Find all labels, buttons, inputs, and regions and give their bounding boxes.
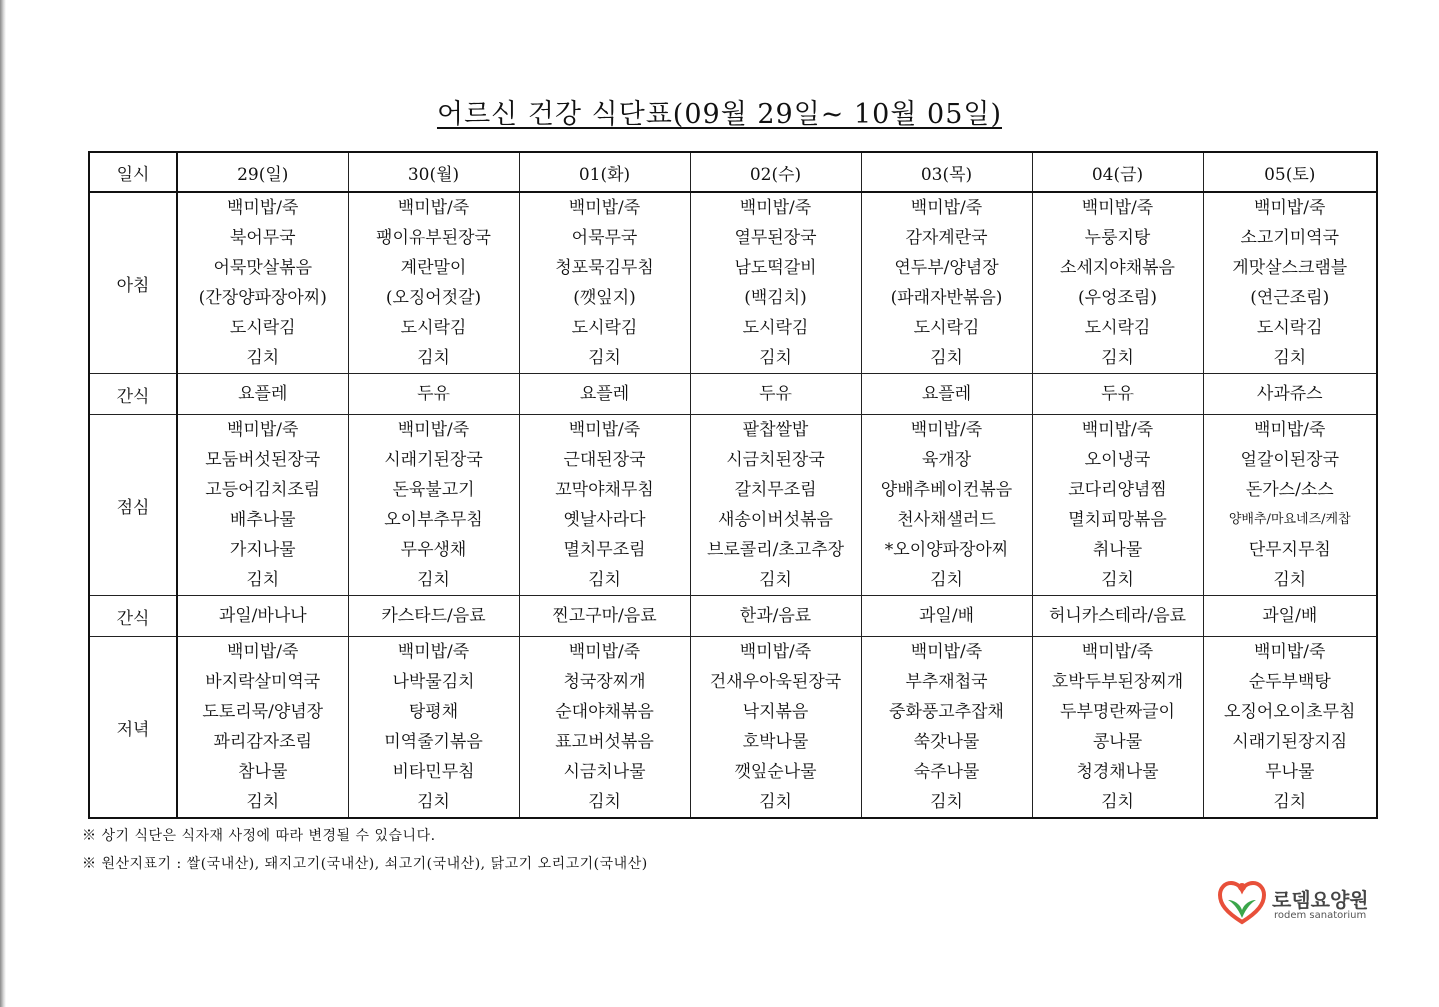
menu-cell [348,374,519,415]
dish-item: 남도떡갈비 [734,258,817,278]
dish-item: 누룽지탕 [1084,228,1151,248]
meal-slot-label: 저녁 [89,637,177,819]
dish-item: 브로콜리/초고추장 [706,540,845,560]
dish-item: 배추나물 [229,510,296,530]
dish-item: 백미밥/죽 [1081,198,1154,218]
dish-item: 백미밥/죽 [227,420,299,440]
menu-cell [177,415,348,596]
dish-item: 김치 [588,348,621,368]
dish-item: 카스타드/음료 [381,606,486,626]
meal-slot-label: 간식 [89,374,177,415]
dish-item: 도시락김 [229,318,296,338]
dish-item: 건새우아욱된장국 [709,672,842,692]
header-day-cell: 01(화) [519,152,690,192]
menu-cell [1203,192,1377,374]
dish-item: 콩나물 [1092,732,1143,752]
dish-item: 갈치무조림 [734,480,817,500]
dish-item: 양배추베이컨볶음 [880,480,1013,500]
dish-item: 오이부추무침 [384,510,483,530]
dish-item: 백미밥/죽 [568,642,641,662]
dish-item: 과일/배 [919,606,974,626]
note-change: ※ 상기 식단은 식자재 사정에 따라 변경될 수 있습니다. [82,828,436,844]
header-day-cell: 02(수) [690,152,861,192]
menu-cell [1032,374,1203,415]
dish-item: 김치 [417,570,450,590]
dish-item: 양배추/마요네즈/케찹 [1228,512,1351,527]
dish-item: 사과쥬스 [1256,384,1323,404]
dish-item: 참나물 [238,762,288,782]
header-day-cell: 05(토) [1203,152,1377,192]
dish-item: 두유 [417,384,450,404]
header-day-cell: 04(금) [1032,152,1203,192]
menu-cell [1032,637,1203,819]
dish-item: 시래기된장국 [384,450,483,470]
dish-item: 소세지야채볶음 [1060,258,1175,278]
page-title [0,92,1439,131]
menu-cell [1203,374,1377,415]
dish-item: (우엉조림) [1078,288,1157,308]
dish-item: 김치 [417,792,450,812]
dish-item: 청경채나물 [1076,762,1159,782]
dish-item: 깻잎순나물 [734,762,817,782]
dish-item: (깻잎지) [573,288,636,308]
dish-item: *오이양파장아찌 [884,540,1009,560]
dish-item: 도시락김 [742,318,809,338]
dish-item: 호박나물 [742,732,809,752]
dish-item: 김치 [930,348,963,368]
dish-item: 탕평채 [408,702,459,722]
dish-item: 요플레 [579,384,630,404]
dish-item: 어묵맛살볶음 [213,258,313,278]
dish-item: 근대된장국 [563,450,646,470]
meal-slot-label: 간식 [89,596,177,637]
dish-item: 청국장찌개 [563,672,646,692]
meal-slot-label: 점심 [89,415,177,596]
heart-logo-icon [1216,878,1268,928]
dish-item: 연두부/양념장 [894,258,999,278]
dish-item: (오징어젓갈) [385,288,482,308]
dish-item: (연근조림) [1250,288,1330,308]
menu-cell [519,415,690,596]
dish-item: 백미밥/죽 [910,420,983,440]
dish-item: 무나물 [1265,762,1315,782]
dish-item: 고등어김치조림 [205,480,321,500]
dish-item: 김치 [417,348,450,368]
snack-row [89,596,1377,637]
menu-cell [690,374,861,415]
menu-cell [1032,596,1203,637]
dish-item: 김치 [759,348,792,368]
dish-item: 김치 [759,570,792,590]
dish-item: 김치 [1101,570,1134,590]
dish-item: 팥찹쌀밥 [742,420,809,440]
dish-item: 김치 [1101,348,1134,368]
menu-cell [861,596,1032,637]
dish-item: 순두부백탕 [1248,672,1331,692]
dish-item: (파래자반볶음) [890,288,1003,308]
meal-plan-table [88,151,1378,819]
dish-item: 허니카스테라/음료 [1048,606,1187,626]
dish-item: 멸치피망볶음 [1068,510,1167,530]
dish-item: 김치 [588,570,621,590]
dish-item: 계란말이 [400,258,467,278]
meal-slot-label: 아침 [89,192,177,374]
dish-item: 백미밥/죽 [568,198,641,218]
dish-item: 과일/바나나 [218,606,307,626]
menu-cell [861,374,1032,415]
header-day-cell: 30(월) [348,152,519,192]
dish-item: 얼갈이된장국 [1240,450,1340,470]
header-row [89,152,1377,192]
dish-item: 꼬막야채무침 [555,480,654,500]
dish-item: 백미밥/죽 [1254,198,1326,218]
dish-item: 김치 [246,570,280,590]
menu-cell [519,596,690,637]
dish-item: 게맛살스크램블 [1232,258,1348,278]
menu-cell [177,192,348,374]
dish-item: 돈육불고기 [392,480,475,500]
dish-item: 천사채샐러드 [897,510,996,530]
dish-item: 순대야채볶음 [555,702,654,722]
dish-item: 도시락김 [1256,318,1323,338]
dish-item: 백미밥/죽 [1081,642,1154,662]
dish-item: 도시락김 [571,318,638,338]
dish-item: 김치 [1273,792,1307,812]
header-day-cell: 29(일) [177,152,348,192]
menu-cell [861,415,1032,596]
menu-cell [1032,192,1203,374]
dish-item: 가지나물 [229,540,296,560]
menu-cell [690,415,861,596]
dish-item: 바지락살미역국 [205,672,321,692]
dish-item: 백미밥/죽 [739,642,812,662]
dish-item: 백미밥/죽 [227,198,299,218]
dish-item: 단무지무침 [1248,540,1331,560]
note-origin: ※ 원산지표기 : 쌀(국내산), 돼지고기(국내산), 쇠고기(국내산), 닭고기 오리고기(국내산) [82,856,648,872]
dish-item: 김치 [246,348,280,368]
logo-subtitle: rodem sanatorium [1274,910,1367,921]
dish-item: 한과/음료 [739,606,812,626]
dish-item: (간장양파장아찌) [198,288,327,308]
dish-item: 시금치나물 [563,762,646,782]
dish-item: 도토리묵/양념장 [202,702,324,722]
dish-item: 요플레 [921,384,972,404]
dish-item: 꽈리감자조림 [213,732,313,752]
page-title-text: 어르신 건강 식단표(09월 29일~ 10월 05일) [436,99,1002,130]
logo [1216,878,1386,928]
dish-item: 두유 [759,384,792,404]
meal-row [89,192,1377,374]
logo-name: 로뎀요양원 [1272,888,1369,912]
dish-item: 팽이유부된장국 [376,228,491,248]
dish-item: (백김치) [744,288,807,308]
dish-item: 도시락김 [1084,318,1151,338]
dish-item: 부추재첩국 [905,672,988,692]
dish-item: 김치 [759,792,792,812]
dish-item: 육개장 [921,450,972,470]
menu-cell [348,192,519,374]
dish-item: 모둠버섯된장국 [205,450,321,470]
dish-item: 오징어오이초무침 [1224,702,1356,722]
dish-item: 백미밥/죽 [568,420,641,440]
header-slot-cell: 일시 [89,152,177,192]
dish-item: 백미밥/죽 [1254,420,1326,440]
dish-item: 소고기미역국 [1240,228,1340,248]
dish-item: 시래기된장지짐 [1232,732,1348,752]
dish-item: 찐고구마/음료 [552,606,657,626]
menu-cell [1203,596,1377,637]
dish-item: 김치 [1101,792,1134,812]
menu-cell [519,192,690,374]
meal-row [89,637,1377,819]
dish-item: 김치 [930,570,963,590]
menu-cell [861,637,1032,819]
menu-cell [519,374,690,415]
menu-cell [1032,415,1203,596]
dish-item: 두부명란짜글이 [1060,702,1175,722]
dish-item: 백미밥/죽 [397,198,470,218]
dish-item: 백미밥/죽 [910,198,983,218]
dish-item: 표고버섯볶음 [555,732,654,752]
dish-item: 옛날사라다 [563,510,646,530]
dish-item: 김치 [588,792,621,812]
dish-item: 백미밥/죽 [227,642,299,662]
dish-item: 도시락김 [913,318,980,338]
menu-cell [1203,415,1377,596]
dish-item: 어묵무국 [571,228,638,248]
dish-item: 호박두부된장찌개 [1051,672,1184,692]
meal-row [89,415,1377,596]
dish-item: 김치 [246,792,280,812]
dish-item: 무우생채 [400,540,467,560]
dish-item: 감자계란국 [905,228,988,248]
dish-item: 백미밥/죽 [397,420,470,440]
dish-item: 미역줄기볶음 [384,732,483,752]
dish-item: 숙주나물 [913,762,980,782]
dish-item: 코다리양념찜 [1068,480,1167,500]
menu-cell [1203,637,1377,819]
dish-item: 쑥갓나물 [913,732,980,752]
dish-item: 중화풍고추잡채 [889,702,1004,722]
dish-item: 북어무국 [229,228,296,248]
header-day-cell: 03(목) [861,152,1032,192]
menu-cell [519,637,690,819]
snack-row [89,374,1377,415]
dish-item: 백미밥/죽 [1081,420,1154,440]
dish-item: 과일/배 [1262,606,1318,626]
dish-item: 돈가스/소스 [1245,480,1334,500]
dish-item: 김치 [930,792,963,812]
menu-cell [177,374,348,415]
menu-cell [690,637,861,819]
scan-edge [0,0,6,1007]
dish-item: 시금치된장국 [726,450,825,470]
menu-cell [690,192,861,374]
dish-item: 멸치무조림 [563,540,646,560]
menu-cell [861,192,1032,374]
dish-item: 열무된장국 [734,228,817,248]
dish-item: 김치 [1273,348,1307,368]
dish-item: 청포묵김무침 [555,258,654,278]
menu-cell [177,596,348,637]
dish-item: 비타민무침 [392,762,475,782]
dish-item: 취나물 [1092,540,1143,560]
menu-cell [348,637,519,819]
dish-item: 오이냉국 [1084,450,1151,470]
dish-item: 도시락김 [400,318,467,338]
dish-item: 김치 [1273,570,1307,590]
menu-cell [690,596,861,637]
menu-cell [177,637,348,819]
menu-cell [348,415,519,596]
dish-item: 백미밥/죽 [397,642,470,662]
dish-item: 나박물김치 [392,672,475,692]
dish-item: 새송이버섯볶음 [718,510,833,530]
dish-item: 요플레 [238,384,288,404]
menu-cell [348,596,519,637]
dish-item: 백미밥/죽 [739,198,812,218]
dish-item: 백미밥/죽 [1254,642,1326,662]
notes [82,822,648,878]
dish-item: 두유 [1101,384,1134,404]
dish-item: 낙지볶음 [742,702,809,722]
dish-item: 백미밥/죽 [910,642,983,662]
